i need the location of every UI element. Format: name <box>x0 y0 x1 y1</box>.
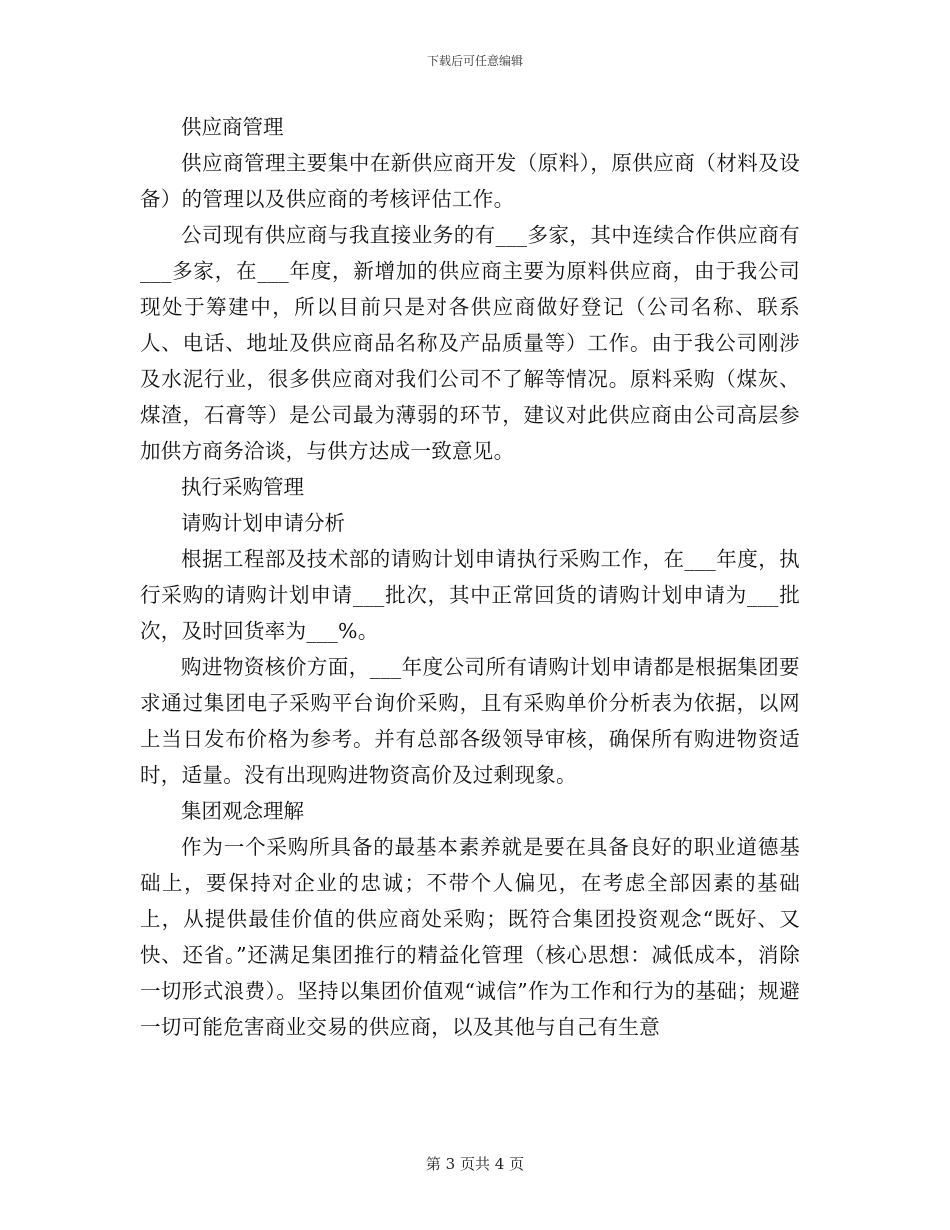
paragraph-supplier-status: 公司现有供应商与我直接业务的有___多家，其中连续合作供应商有___多家，在___年度，新增加的供应商主要为原料供应商，由于我公司现处于筹建中，所以目前只是对各供应商做好登记（公司名称、联系人、电话、地址及供应商品名称及产品质量等）工作。由于我公司刚涉及水泥行业，很多供应商对我们公司不了解等情况。原料采购（煤灰、煤渣，石膏等）是公司最为薄弱的环节，建议对此供应商由公司高层参加供方商务洽谈，与供方达成一致意见。 <box>140 223 800 463</box>
paragraph-supplier-scope: 供应商管理主要集中在新供应商开发（原料），原供应商（材料及设备）的管理以及供应商的考核评估工作。 <box>140 151 800 211</box>
section-heading-group-concept: 集团观念理解 <box>181 799 304 823</box>
section-heading-request-analysis: 请购计划申请分析 <box>181 511 345 535</box>
page-header-note: 下载后可任意编辑 <box>426 54 523 68</box>
paragraph-price-review: 购进物资核价方面，___年度公司所有请购计划申请都是根据集团要求通过集团电子采购平台询价采购，且有采购单价分析表为依据，以网上当日发布价格为参考。并有总部各级领导审核，确保所有购进物资适时，适量。没有出现购进物资高价及过剩现象。 <box>140 655 800 787</box>
paragraph-group-concept: 作为一个采购所具备的最基本素养就是要在具备良好的职业道德基础上，要保持对企业的忠诚；不带个人偏见，在考虑全部因素的基础上，从提供最佳价值的供应商处采购；既符合集团投资观念“既好、又快、还省。”还满足集团推行的精益化管理（核心思想：减低成本，消除一切形式浪费）。坚持以集团价值观“诚信”作为工作和行为的基础；规避一切可能危害商业交易的供应商，以及其他与自己有生意 <box>140 835 800 1039</box>
page-number-footer: 第 3 页共 4 页 <box>425 1155 525 1173</box>
paragraph-request-batches: 根据工程部及技术部的请购计划申请执行采购工作，在___年度，执行采购的请购计划申请___批次，其中正常回货的请购计划申请为___批次，及时回货率为___%。 <box>140 547 800 643</box>
document-body <box>140 109 800 1045</box>
section-heading-execute-procurement: 执行采购管理 <box>181 475 304 499</box>
section-heading-supplier-management: 供应商管理 <box>181 115 284 139</box>
